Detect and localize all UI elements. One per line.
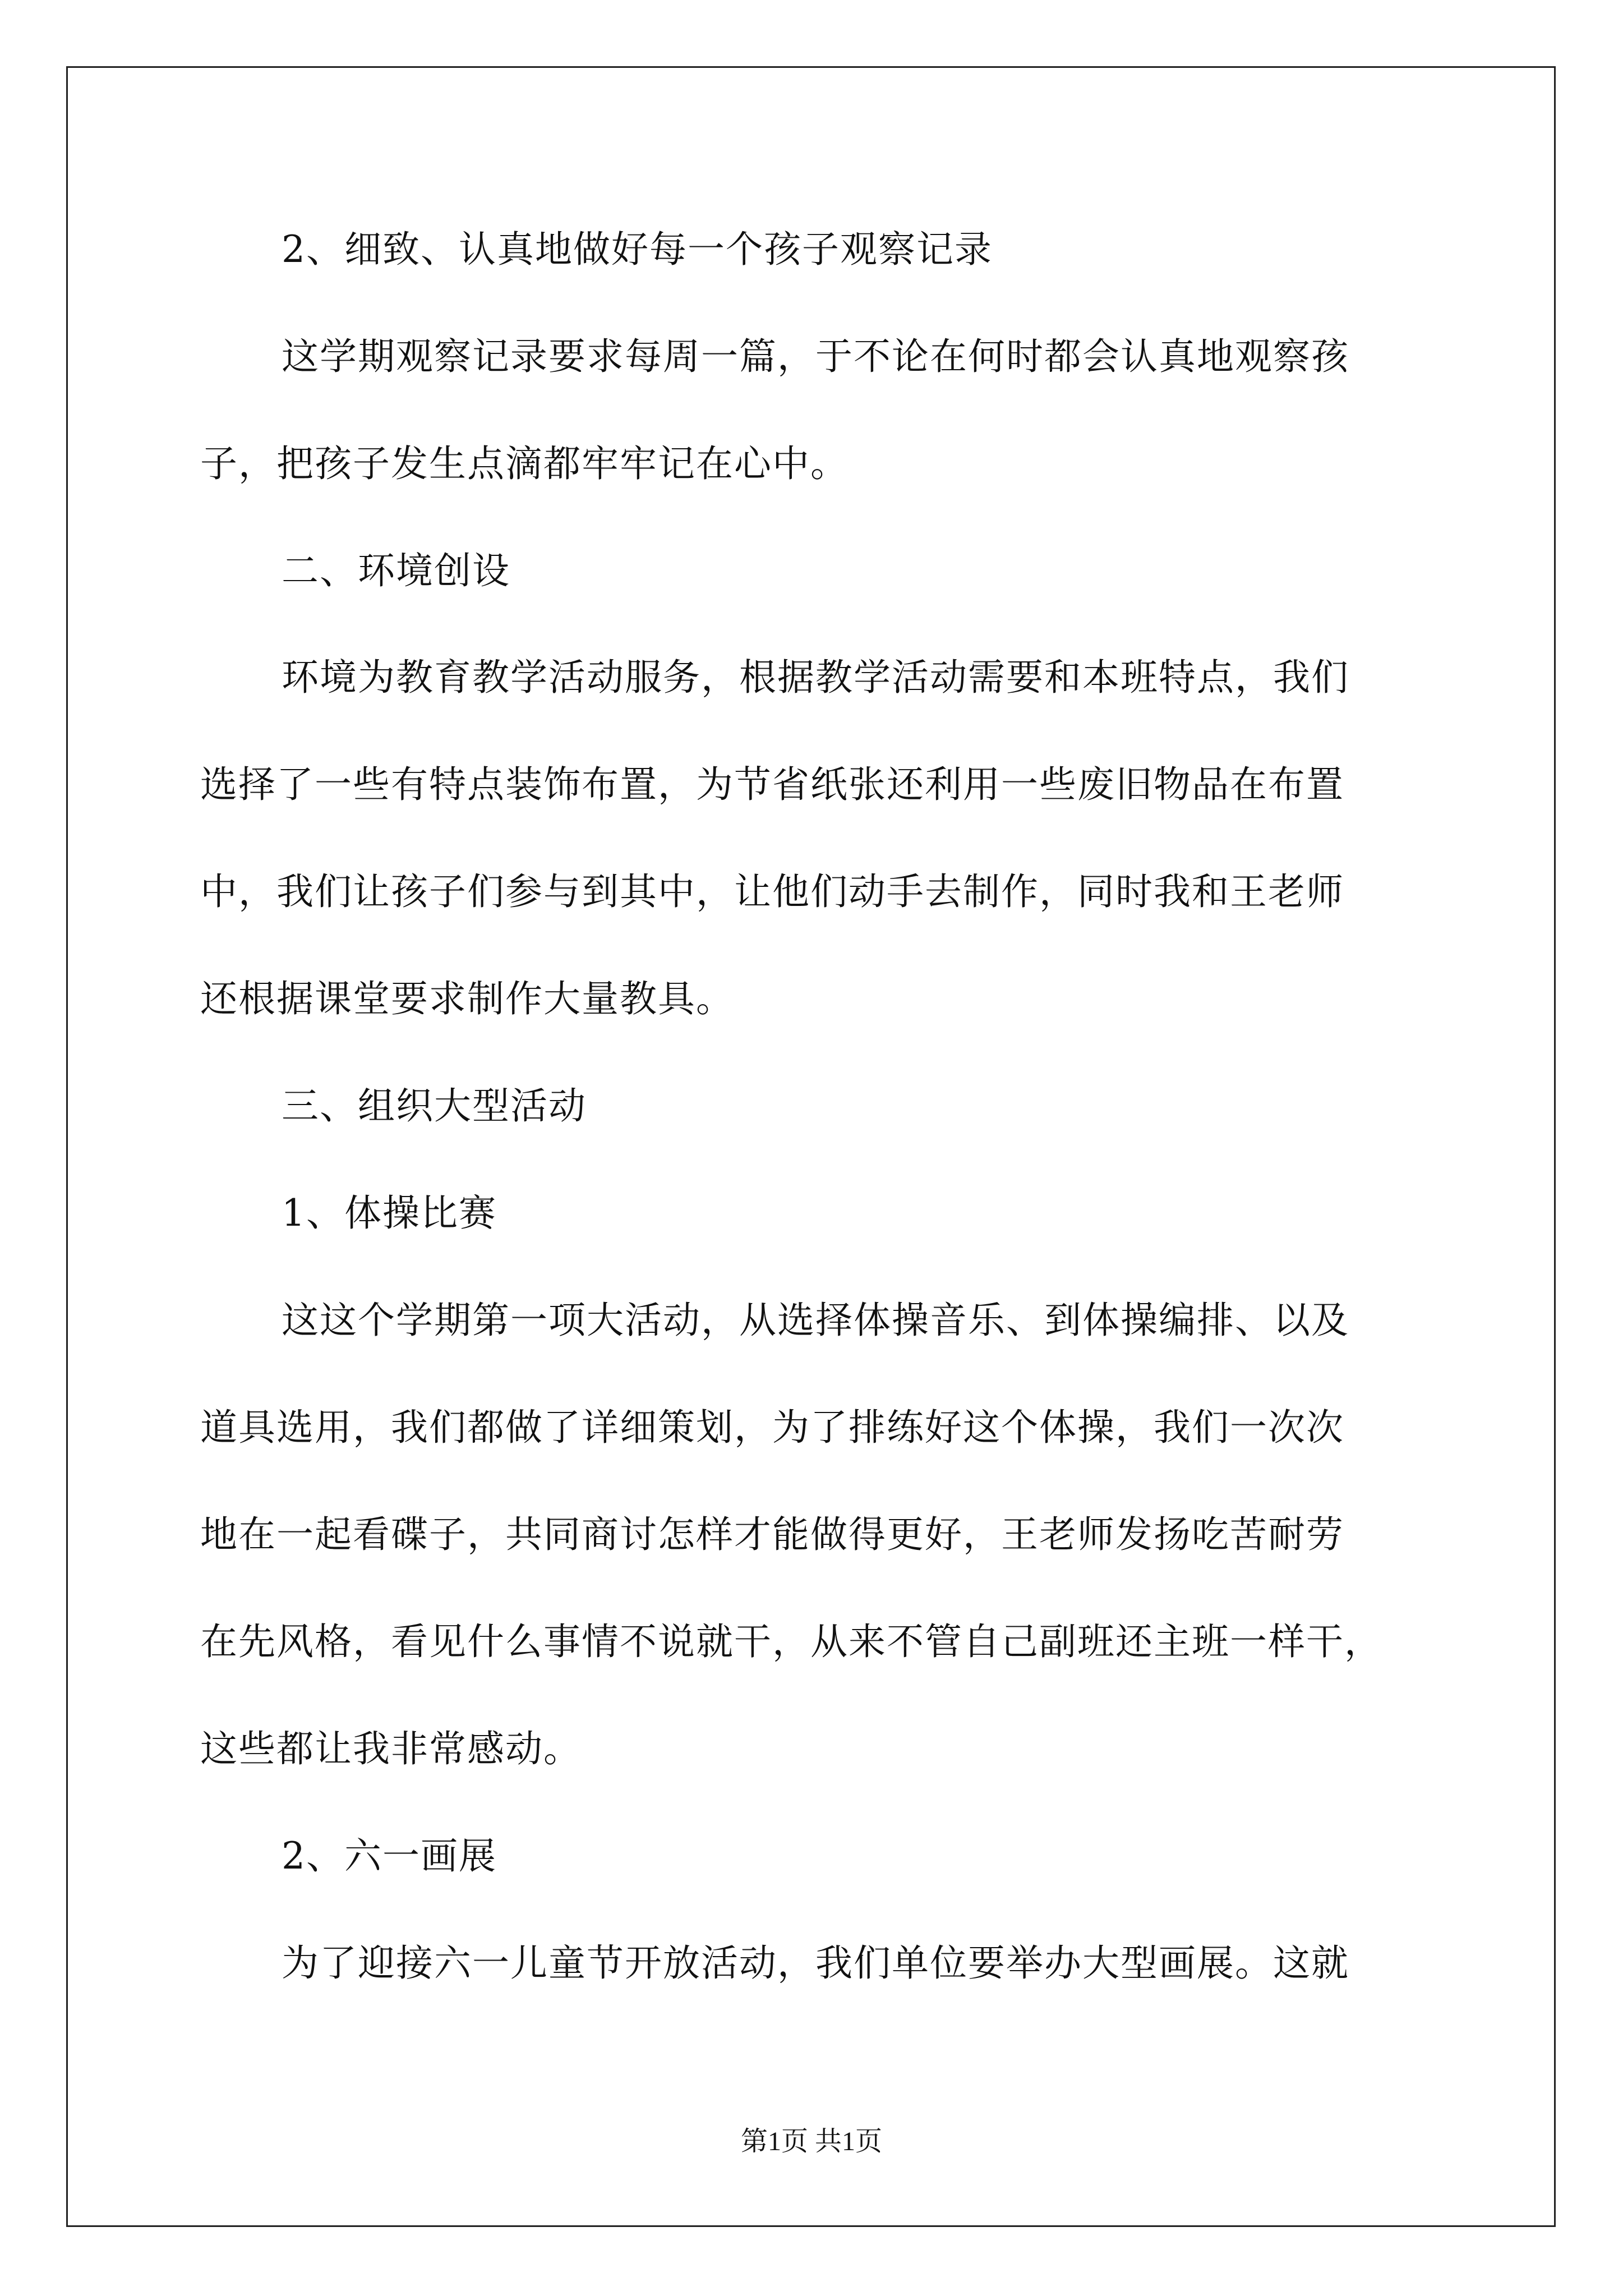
paragraph-line: 为了迎接六一儿童节开放活动，我们单位要举办大型画展。这就 xyxy=(282,1941,1349,1985)
subheading-gymnastics: 1、体操比赛 xyxy=(282,1191,497,1235)
paragraph-line: 子，把孩子发生点滴都牢牢记在心中。 xyxy=(200,442,849,485)
paragraph-line: 中，我们让孩子们参与到其中，让他们动手去制作，同时我和王老师 xyxy=(200,870,1344,913)
section-heading-environment: 二、环境创设 xyxy=(282,549,510,592)
paragraph-line: 这这个学期第一项大活动，从选择体操音乐、到体操编排、以及 xyxy=(282,1299,1349,1342)
paragraph-line: 选择了一些有特点装饰布置，为节省纸张还利用一些废旧物品在布置 xyxy=(200,763,1344,806)
subheading-art-exhibition: 2、六一画展 xyxy=(282,1834,497,1878)
paragraph-line: 道具选用，我们都做了详细策划，为了排练好这个体操，我们一次次 xyxy=(200,1406,1344,1449)
paragraph-line: 在先风格，看见什么事情不说就干，从来不管自己副班还主班一样干， xyxy=(200,1620,1382,1663)
page-footer: 第1页 共1页 xyxy=(740,2127,882,2156)
paragraph-line: 这些都让我非常感动。 xyxy=(200,1727,582,1770)
paragraph-heading-observation-record: 2、细致、认真地做好每一个孩子观察记录 xyxy=(282,228,993,271)
section-heading-activities: 三、组织大型活动 xyxy=(282,1084,587,1128)
paragraph-line: 环境为教育教学活动服务，根据教学活动需要和本班特点，我们 xyxy=(282,656,1349,699)
paragraph-line: 地在一起看碟子，共同商讨怎样才能做得更好，王老师发扬吃苦耐劳 xyxy=(200,1513,1344,1556)
paragraph-line: 这学期观察记录要求每周一篇，于不论在何时都会认真地观察孩 xyxy=(282,335,1349,378)
paragraph-line: 还根据课堂要求制作大量教具。 xyxy=(200,977,734,1020)
page-border xyxy=(66,66,1556,2227)
